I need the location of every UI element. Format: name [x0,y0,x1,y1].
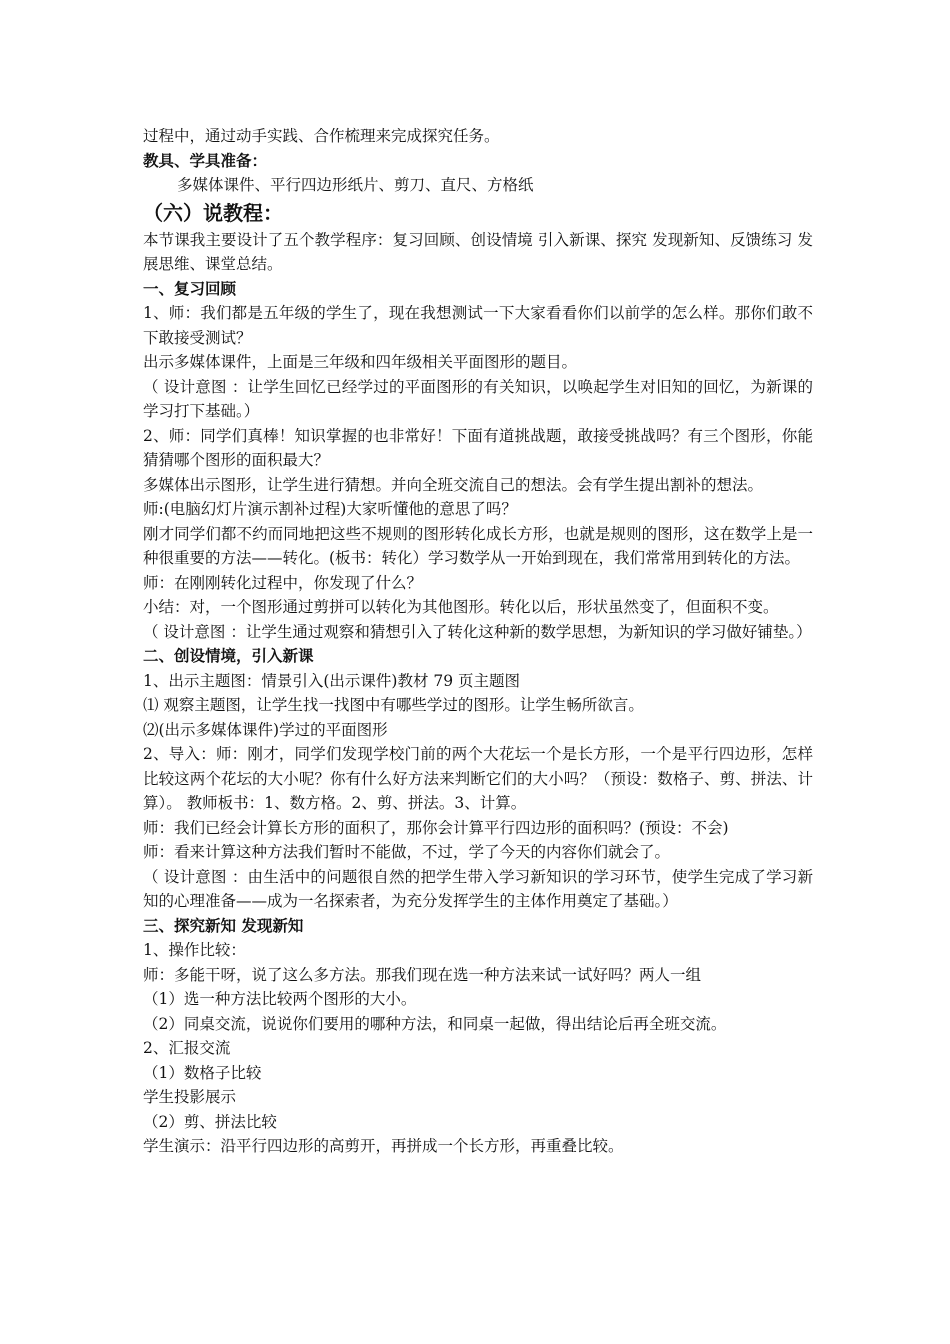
paragraph: 师:(电脑幻灯片演示割补过程)大家听懂他的意思了吗？ [143,500,517,518]
chapter-heading: （六）说教程： [143,200,283,225]
paragraph: （1）数格子比较 [143,1063,262,1082]
section-heading: 教具、学具准备： [143,150,268,170]
paragraph: 1、操作比较： [143,941,246,959]
section-heading: 一、复习回顾 [143,278,237,298]
paragraph: 1、师：我们都是五年级的学生了，现在我想测试一下大家看看你们以前学的怎么样。那你们敢不下敢接受测试？ [143,304,813,347]
design-intent-note: （ 设计意图 ：由生活中的问题很自然的把学生带入学习新知识的学习环节，使学生完成了学习新知的心理准备——成为一名探索者，为充分发挥学生的主体作用奠定了基础。） [143,867,813,910]
paragraph: 学生演示：沿平行四边形的高剪开，再拼成一个长方形，再重叠比较。 [143,1137,624,1155]
paragraph: （1）选一种方法比较两个图形的大小。 [143,990,417,1008]
paragraph: 师：看来计算这种方法我们暂时不能做，不过，学了今天的内容你们就会了。 [143,843,671,861]
paragraph: 多媒体出示图形，让学生进行猜想。并向全班交流自己的想法。会有学生提出割补的想法。 [143,475,764,494]
paragraph: 2、导入：师：刚才，同学们发现学校门前的两个大花坛一个是长方形，一个是平行四边形，怎样比较这两个花坛的大小呢？你有什么好方法来判断它们的大小吗？（预设：数格子、剪、拼法、计算）。 教师板书：1、数方格。2、剪、拼法。3、计算。 [143,745,813,812]
paragraph: 出示多媒体课件，上面是三年级和四年级相关平面图形的题目。 [143,353,578,371]
section-heading: 三、探究新知 发现新知 [143,915,304,935]
paragraph: 多媒体课件、平行四边形纸片、剪刀、直尺、方格纸 [177,176,534,194]
paragraph: （2）剪、拼法比较 [143,1112,277,1131]
paragraph: （2）同桌交流，说说你们要用的哪种方法，和同桌一起做，得出结论后再全班交流。 [143,1014,727,1033]
paragraph: 过程中，通过动手实践、合作梳理来完成探究任务。 [143,127,500,145]
paragraph: 1、出示主题图：情景引入(出示课件)教材 79 页主题图 [143,671,521,690]
design-intent-note: （ 设计意图 ：让学生回忆已经学过的平面图形的有关知识，以唤起学生对旧知的回忆，为新课的学习打下基础。） [143,377,813,420]
paragraph: 本节课我主要设计了五个教学程序：复习回顾、创设情境 引入新课、探究 发现新知、反馈练习 发展思维、课堂总结。 [143,230,813,273]
paragraph: 师：我们已经会计算长方形的面积了，那你会计算平行四边形的面积吗？(预设：不会) [143,818,729,837]
paragraph: ⑴ 观察主题图，让学生找一找图中有哪些学过的图形。让学生畅所欲言。 [143,696,644,714]
document-body [143,124,813,1159]
paragraph: 小结：对，一个图形通过剪拼可以转化为其他图形。转化以后，形状虽然变了，但面积不变。 [143,598,779,616]
paragraph: 学生投影展示 [143,1088,237,1106]
paragraph: 刚才同学们都不约而同地把这些不规则的图形转化成长方形，也就是规则的图形，这在数学上是一种很重要的方法——转化。(板书：转化）学习数学从一开始到现在，我们常常用到转化的方法。 [143,524,813,567]
paragraph: 师：在刚刚转化过程中，你发现了什么？ [143,573,423,592]
paragraph: ⑵(出示多媒体课件)学过的平面图形 [143,720,388,739]
paragraph: 2、汇报交流 [143,1039,231,1057]
design-intent-note: （ 设计意图 ：让学生通过观察和猜想引入了转化这种新的数学思想，为新知识的学习做好铺垫。） [143,622,812,641]
paragraph: 师：多能干呀，说了这么多方法。那我们现在选一种方法来试一试好吗？两人一组 [143,965,702,984]
paragraph: 2、师：同学们真棒！知识掌握的也非常好！下面有道挑战题，敢接受挑战吗？有三个图形，你能猜猜哪个图形的面积最大？ [143,426,813,469]
section-heading: 二、创设情境，引入新课 [143,646,314,665]
